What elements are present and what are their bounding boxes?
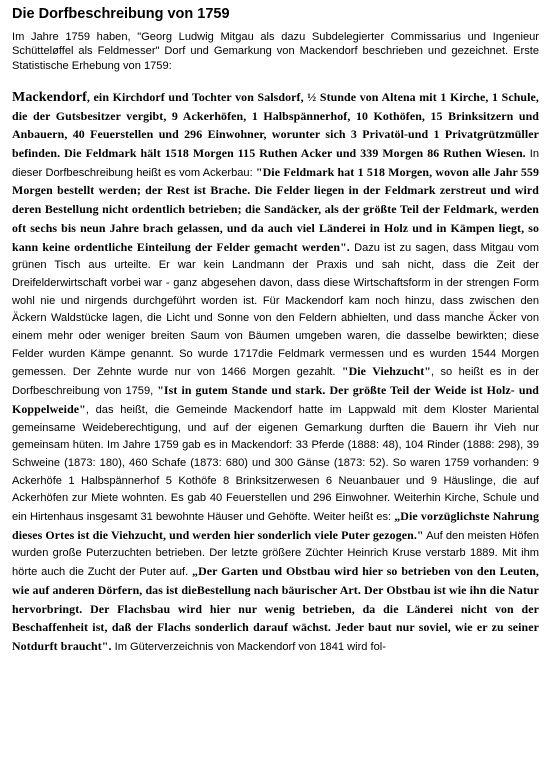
page-title: Die Dorfbeschreibung von 1759 (12, 6, 230, 22)
segment-fraktur: „Die vorzüglichste Nahrung dieses Ortes ist die Viehzucht, und werden hier sonderlich viele Puter gezogen." (12, 509, 540, 542)
segment-roman: Im Güterverzeichnis von Mackendorf von 1841 wird fol- (111, 640, 386, 653)
segment-roman: In dieser Dorfbeschreibung heißt es vom Ackerbau: (12, 148, 539, 179)
segment-roman: Auf den meisten Höfen wurden große Puterzuchten betrieben. Der letzte größere Züchter Heinrich Kruse verstarb 1889. Mit ihm hörte auch die Zucht der Puter auf. (12, 529, 539, 579)
intro-paragraph: Im Jahre 1759 haben, "Georg Ludwig Mitgau als dazu Subdelegierter Commissarius und Ingenieur Schütteløffel als Feldmesser" Dorf und Gemarkung von Mackendorf beschrieben und gezeichnet. Erste Statistische Erhebung von 1759: (12, 31, 539, 72)
segment-fraktur: „Der Garten und Obstbau wird hier so betrieben von den Leuten, wie auf anderen Dörfern, das ist dieBestellung nach bäurischer Art. Der Obstbau ist wie ihn die Natur hervorbringt. Der Flachsbau wird hier nur wenig betrieben, da die Länderei nicht von der Beschaffenheit ist, daß der Flachs sonderlich darauf wächst. Jeder baut nur soviel, wie er zu seiner Notdurft braucht". (12, 564, 539, 653)
body-text (12, 89, 539, 657)
segment-roman: , das heißt, die Gemeinde Mackendorf hatte im Lappwald mit dem Kloster Mariental gemeinsame Weideberechtigung, und auf der eigenen Gemarkung durften die Bauern ihr Vieh nur gemeinsam hüten. Im Jahre 1759 gab es in Mackendorf: 33 Pferde (1888: 48), 104 Rinder (1888: 298), 39 Schweine (1873: 180), 460 Schafe (1873: 680) und 300 Gänse (1873: 52). So waren 1759 vorhanden: 9 Ackerhöfe 1 Halbspännerhof 5 Kothöfe 8 Brinksitzerwesen 6 Neuanbauer und 9 Häuslinge, die auf Ackerhöfen zur Miete wohnten. Es gab 40 Feuerstellen und 296 Einwohner. Weiterhin Kirche, Schule und ein Hirtenhaus insgesamt 31 bewohnte Häuser und Gehöfte. Weiter heißt es: (12, 403, 539, 524)
segment-roman: , so heißt es in der Dorfbeschreibung von 1759, (12, 366, 539, 398)
document-page (12, 6, 539, 657)
segment-fraktur: , ein Kirchdorf und Tochter von Salsdorf, ½ Stunde von Altena mit 1 Kirche, 1 Schule, die der Gutsbesitzer vergibt, 9 Ackerhöfen, 1 Halbspännerhof, 10 Kothöfen, 15 Brinksitzern und Anbauern, 40 Feuerstellen und 296 Einwohner, worunter sich 3 Privatöl-und 1 Privatgrützmüller befinden. Die Feldmark hält 1518 Morgen 115 Ruthen Acker und 339 Morgen 86 Ruthen Wiesen. (12, 89, 539, 160)
segment-roman: Dazu ist zu sagen, dass Mitgau vom grünen Tisch aus urteilte. Er war kein Landmann der Praxis und sah nicht, dass die Zeit der Dreifelderwirtschaft vorbei war - ganz abgesehen davon, dass diese Wirtschaftsform in der strengen Form wohl nie und nirgends durchgeführt worden ist. Für Mackendorf kam noch hinzu, dass zwischen den Äckern Waldstücke lagen, die Licht und Sonne von den Feldern abhielten, und dass manche Äcker von einem mehr oder weniger breiten Saum von Bäumen umgeben waren, die dasselbe bewirkten; diese Felder wurden Kämpe genannt. So wurde 1717die Feldmark vermessen und es wurden 1544 Morgen gemessen. Der Zehnte wurde nur von 1466 Morgen gezahlt. (12, 241, 539, 379)
segment-fraktur: "Ist in gutem Stande und stark. Der größte Teil der Weide ist Holz- und Koppelweide" (12, 383, 540, 416)
segment-fraktur: Mackendorf (12, 89, 87, 105)
segment-fraktur: "Die Feldmark hat 1 518 Morgen, wovon alle Jahr 559 Morgen bestellt werden; der Rest ist Brache. Die Felder liegen in der Feldmark zerstreut und wird deren Bestellung nicht ordentlich betrieben; die Sandäcker, als der größte Teil der Feldmark, werden oft sechs bis neun Jahre brach gelassen, und da auch viel Länderei in Holz und in Kämpen liegt, so kann keine ordentliche Einteilung der Felder gemacht werden". (12, 164, 539, 254)
segment-fraktur: "Die Viehzucht" (341, 364, 431, 379)
